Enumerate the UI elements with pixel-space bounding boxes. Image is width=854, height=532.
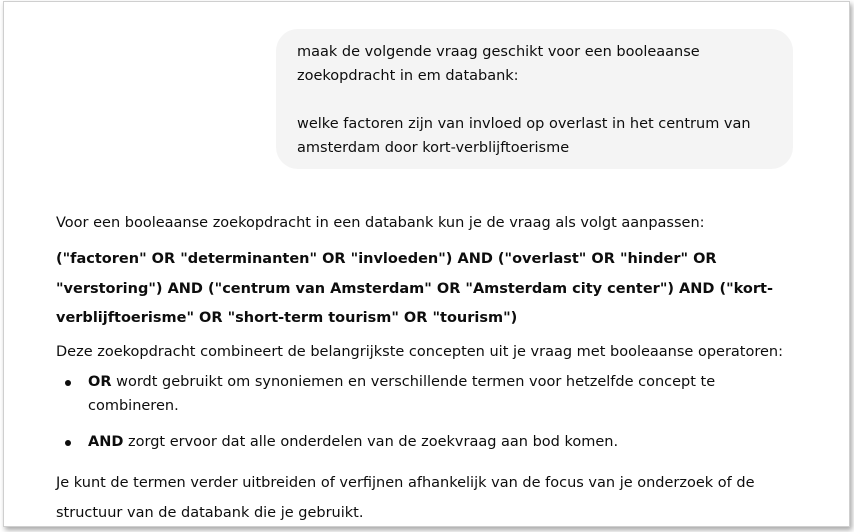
operator-list <box>56 370 801 454</box>
operator-keyword: OR <box>88 373 112 390</box>
chat-screenshot-frame <box>3 1 850 527</box>
assistant-message <box>56 211 801 528</box>
user-message-bubble <box>276 29 793 169</box>
operator-description: wordt gebruikt om synoniemen en verschillende termen voor hetzelfde concept te combineren. <box>88 373 716 414</box>
bullet-icon <box>65 380 71 386</box>
user-message-line-1: maak de volgende vraag geschikt voor een booleaanse zoekopdracht in em databank: <box>297 44 700 84</box>
operator-keyword: AND <box>88 433 124 450</box>
operator-description: zorgt ervoor dat alle onderdelen van de zoekvraag aan bod komen. <box>123 433 619 450</box>
user-message-line-2: welke factoren zijn van invloed op overlast in het centrum van amsterdam door kort-verblijftoerisme <box>297 116 751 156</box>
assistant-explanation: Deze zoekopdracht combineert de belangrijkste concepten uit je vraag met booleaanse operatoren: <box>56 343 783 360</box>
list-item <box>56 370 801 418</box>
assistant-closing: Je kunt de termen verder uitbreiden of verfijnen afhankelijk van de focus van je onderzoek of de structuur van de databank die je gebruikt. <box>56 474 755 521</box>
boolean-query: ("factoren" OR "determinanten" OR "invloeden") AND ("overlast" OR "hinder" OR "verstoring") AND ("centrum van Amsterdam" OR "Amsterdam city center") AND ("kort-verblijftoerisme" OR "short-term tourism" OR "tourism") <box>56 251 773 326</box>
list-item <box>56 430 801 454</box>
bullet-icon <box>65 440 71 446</box>
assistant-intro: Voor een booleaanse zoekopdracht in een databank kun je de vraag als volgt aanpassen: <box>56 215 705 231</box>
